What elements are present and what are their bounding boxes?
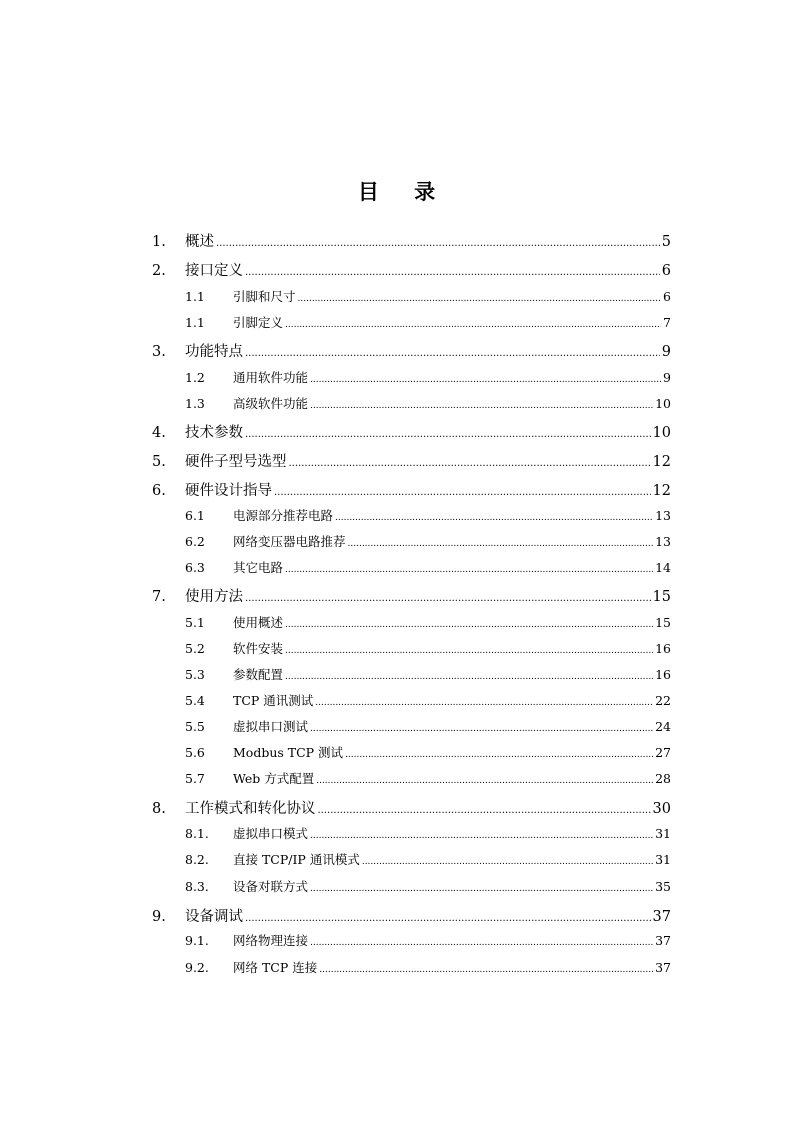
toc-entry[interactable]	[185, 313, 671, 331]
toc-entry[interactable]	[185, 287, 671, 305]
toc-entry[interactable]	[185, 769, 671, 787]
toc-entry[interactable]	[185, 743, 671, 761]
toc-entry-label: Web 方式配置	[233, 771, 315, 786]
toc-entry-number: 9.	[152, 909, 166, 925]
toc-entry[interactable]	[185, 639, 671, 657]
toc-leader-dots	[285, 565, 653, 575]
toc-leader-dots	[335, 513, 653, 523]
toc-entry[interactable]	[152, 230, 671, 251]
toc-entry-label: 硬件设计指导	[185, 483, 272, 499]
toc-entry-page: 27	[655, 745, 671, 760]
toc-entry[interactable]	[185, 665, 671, 683]
toc-entry[interactable]	[185, 931, 671, 949]
toc-entry-number: 1.1	[185, 315, 205, 330]
toc-leader-dots	[316, 776, 653, 786]
toc-entry[interactable]	[185, 506, 671, 524]
toc-entry-number: 3.	[152, 344, 166, 360]
toc-entry[interactable]	[185, 613, 671, 631]
toc-entry-number: 9.2.	[185, 960, 209, 975]
toc-entry-page: 16	[655, 641, 671, 656]
toc-leader-dots	[289, 458, 651, 469]
toc-entry-number: 6.2	[185, 534, 205, 549]
toc-entry-page: 30	[652, 801, 671, 817]
toc-entry-page: 22	[655, 693, 671, 708]
toc-entry-number: 5.5	[185, 719, 205, 734]
toc-entry[interactable]	[185, 958, 671, 976]
toc-entry-label: 通用软件功能	[233, 370, 309, 385]
toc-entry-label: 虚拟串口测试	[233, 719, 309, 734]
toc-entry-page: 37	[652, 909, 671, 925]
toc-entry-label: 软件安装	[233, 641, 284, 656]
toc-entry-label: 网络变压器电路推荐	[233, 534, 346, 549]
toc-entry-number: 7.	[152, 589, 166, 605]
toc-entry[interactable]	[185, 532, 671, 550]
toc-entry-label: 设备调试	[185, 909, 243, 925]
toc-leader-dots	[310, 938, 653, 948]
toc-entry-number: 1.2	[185, 370, 205, 385]
toc-entry-label: 引脚定义	[233, 315, 284, 330]
toc-entry-page: 9	[661, 344, 671, 360]
toc-entry[interactable]	[185, 394, 671, 412]
toc-leader-dots	[245, 913, 651, 924]
toc-entry[interactable]	[185, 368, 671, 386]
toc-leader-dots	[362, 857, 653, 867]
toc-leader-dots	[216, 238, 660, 249]
toc-entry-label: 概述	[185, 234, 214, 250]
toc-entry-page: 37	[655, 960, 671, 975]
toc-entry-number: 5.	[152, 454, 166, 470]
toc-leader-dots	[310, 401, 653, 411]
toc-entry-label: 直接 TCP/IP 通讯模式	[233, 852, 360, 867]
toc-entry-label: 设备对联方式	[233, 879, 309, 894]
toc-leader-dots	[310, 884, 653, 894]
toc-entry-page: 31	[655, 852, 671, 867]
toc-entry[interactable]	[185, 877, 671, 895]
toc-entry[interactable]	[185, 850, 671, 868]
toc-leader-dots	[319, 965, 653, 975]
toc-entry[interactable]	[185, 717, 671, 735]
toc-leader-dots	[245, 348, 660, 359]
toc-entry[interactable]	[185, 824, 671, 842]
toc-entry[interactable]	[152, 905, 671, 926]
toc-entry-page: 24	[655, 719, 671, 734]
toc-entry-number: 8.3.	[185, 879, 209, 894]
toc-leader-dots	[310, 831, 653, 841]
toc-entry[interactable]	[152, 797, 671, 818]
toc-entry[interactable]	[185, 558, 671, 576]
toc-entry-label: 使用方法	[185, 589, 243, 605]
toc-entry-page: 35	[655, 879, 671, 894]
toc-entry-page: 6	[663, 289, 671, 304]
toc-entry-number: 5.7	[185, 771, 205, 786]
toc-entry-number: 5.4	[185, 693, 205, 708]
toc-entry-label: 网络 TCP 连接	[233, 960, 318, 975]
toc-entry-number: 8.1.	[185, 826, 209, 841]
toc-entry[interactable]	[152, 479, 671, 500]
toc-entry-page: 31	[655, 826, 671, 841]
toc-entry[interactable]	[152, 585, 671, 606]
toc-entry-label: Modbus TCP 测试	[233, 745, 344, 760]
toc-leader-dots	[285, 320, 661, 330]
toc-entry-number: 5.2	[185, 641, 205, 656]
toc-entry[interactable]	[152, 259, 671, 280]
toc-entry-label: 硬件子型号选型	[185, 454, 287, 470]
toc-entry[interactable]	[152, 421, 671, 442]
toc-entry-page: 12	[652, 454, 671, 470]
toc-entry-label: 引脚和尺寸	[233, 289, 296, 304]
toc-entry-page: 13	[655, 508, 671, 523]
toc-entry-label: 功能特点	[185, 344, 243, 360]
toc-entry-label: 电源部分推荐电路	[233, 508, 334, 523]
toc-entry-number: 6.3	[185, 560, 205, 575]
toc-entry[interactable]	[185, 691, 671, 709]
toc-leader-dots	[345, 750, 653, 760]
toc-entry-page: 16	[655, 667, 671, 682]
toc-leader-dots	[245, 593, 651, 604]
toc-entry-label: TCP 通讯测试	[233, 693, 314, 708]
toc-entry-label: 使用概述	[233, 615, 284, 630]
toc-entry-number: 1.3	[185, 396, 205, 411]
toc-entry-number: 5.6	[185, 745, 205, 760]
toc-entry-page: 9	[663, 370, 671, 385]
toc-entry-page: 7	[663, 315, 671, 330]
toc-entry-page: 12	[652, 483, 671, 499]
page-title: 目 录	[357, 180, 450, 204]
toc-entry-label: 网络物理连接	[233, 933, 309, 948]
toc-entry-page: 10	[655, 396, 671, 411]
toc-entry-label: 参数配置	[233, 667, 284, 682]
toc-entry-number: 6.	[152, 483, 166, 499]
toc-leader-dots	[285, 646, 653, 656]
toc-entry-number: 1.1	[185, 289, 205, 304]
toc-entry-page: 15	[655, 615, 671, 630]
toc-leader-dots	[245, 267, 660, 278]
toc-entry-page: 28	[655, 771, 671, 786]
toc-entry-page: 6	[661, 263, 671, 279]
toc-leader-dots	[318, 805, 651, 816]
toc-entry-page: 5	[661, 234, 671, 250]
toc-leader-dots	[310, 724, 653, 734]
toc-entry-label: 其它电路	[233, 560, 284, 575]
toc-entry-number: 4.	[152, 425, 166, 441]
toc-entry-number: 5.1	[185, 615, 205, 630]
toc-leader-dots	[315, 698, 653, 708]
toc-entry-number: 8.	[152, 801, 166, 817]
toc-entry-label: 高级软件功能	[233, 396, 309, 411]
toc-leader-dots	[348, 539, 654, 549]
toc-entry-label: 工作模式和转化协议	[185, 801, 316, 817]
toc-entry-page: 14	[655, 560, 671, 575]
toc-entry[interactable]	[152, 340, 671, 361]
toc-leader-dots	[285, 620, 653, 630]
toc-entry-page: 13	[655, 534, 671, 549]
toc-leader-dots	[285, 672, 653, 682]
toc-entry-label: 虚拟串口模式	[233, 826, 309, 841]
toc-leader-dots	[310, 375, 661, 385]
toc-entry-number: 6.1	[185, 508, 205, 523]
toc-entry-number: 1.	[152, 234, 166, 250]
toc-entry-number: 2.	[152, 263, 166, 279]
toc-entry-page: 10	[652, 425, 671, 441]
toc-entry-number: 8.2.	[185, 852, 209, 867]
toc-leader-dots	[245, 429, 651, 440]
toc-entry-label: 技术参数	[185, 425, 243, 441]
toc-entry-label: 接口定义	[185, 263, 243, 279]
toc-entry[interactable]	[152, 450, 671, 471]
toc-leader-dots	[298, 294, 662, 304]
toc-entry-number: 9.1.	[185, 933, 209, 948]
toc-entry-number: 5.3	[185, 667, 205, 682]
toc-entry-page: 15	[652, 589, 671, 605]
toc-leader-dots	[274, 487, 651, 498]
toc-entry-page: 37	[655, 933, 671, 948]
